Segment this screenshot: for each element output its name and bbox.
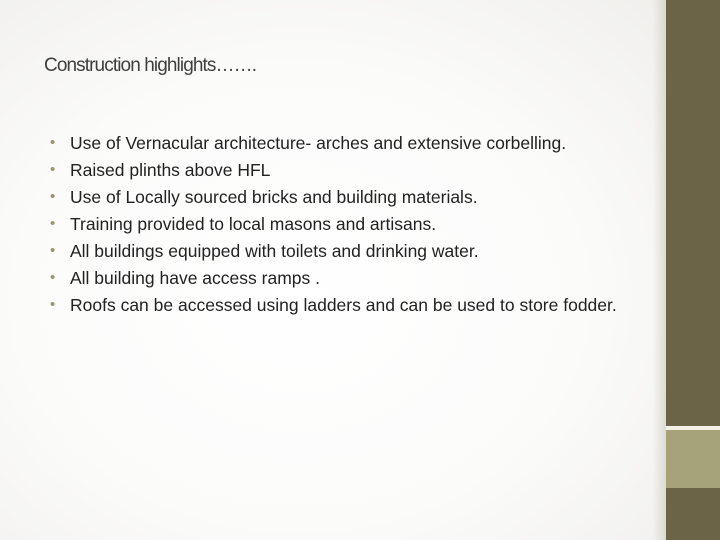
bullet-text: Use of Locally sourced bricks and building materials.: [70, 187, 478, 207]
bullet-dot-icon: •: [50, 188, 56, 205]
bullet-item: [50, 158, 624, 182]
bullet-dot-icon: •: [50, 242, 56, 259]
bullet-dot-icon: •: [50, 134, 56, 151]
bullet-item: [50, 239, 624, 263]
bullet-item: [50, 185, 624, 209]
bullet-dot-icon: •: [50, 269, 56, 286]
bullet-dot-icon: •: [50, 296, 56, 313]
slide-title: Construction highlights…….: [44, 55, 257, 76]
bullet-dot-icon: •: [50, 161, 56, 178]
bullet-item: [50, 131, 624, 155]
bullet-dot-icon: •: [50, 215, 56, 232]
slide-shadow-edge: [652, 0, 666, 540]
bullet-item: [50, 293, 624, 317]
bullet-text: All building have access ramps .: [70, 268, 320, 288]
bullet-list: [50, 131, 624, 320]
bullet-text: Use of Vernacular architecture- arches and extensive corbelling.: [70, 133, 567, 153]
bullet-text: Roofs can be accessed using ladders and can be used to store fodder.: [70, 295, 617, 315]
bullet-text: Raised plinths above HFL: [70, 160, 271, 180]
bullet-text: All buildings equipped with toilets and drinking water.: [70, 241, 479, 261]
sidebar-accent-block: [666, 430, 720, 488]
bullet-item: [50, 212, 624, 236]
bullet-item: [50, 266, 624, 290]
bullet-text: Training provided to local masons and artisans.: [70, 214, 437, 234]
